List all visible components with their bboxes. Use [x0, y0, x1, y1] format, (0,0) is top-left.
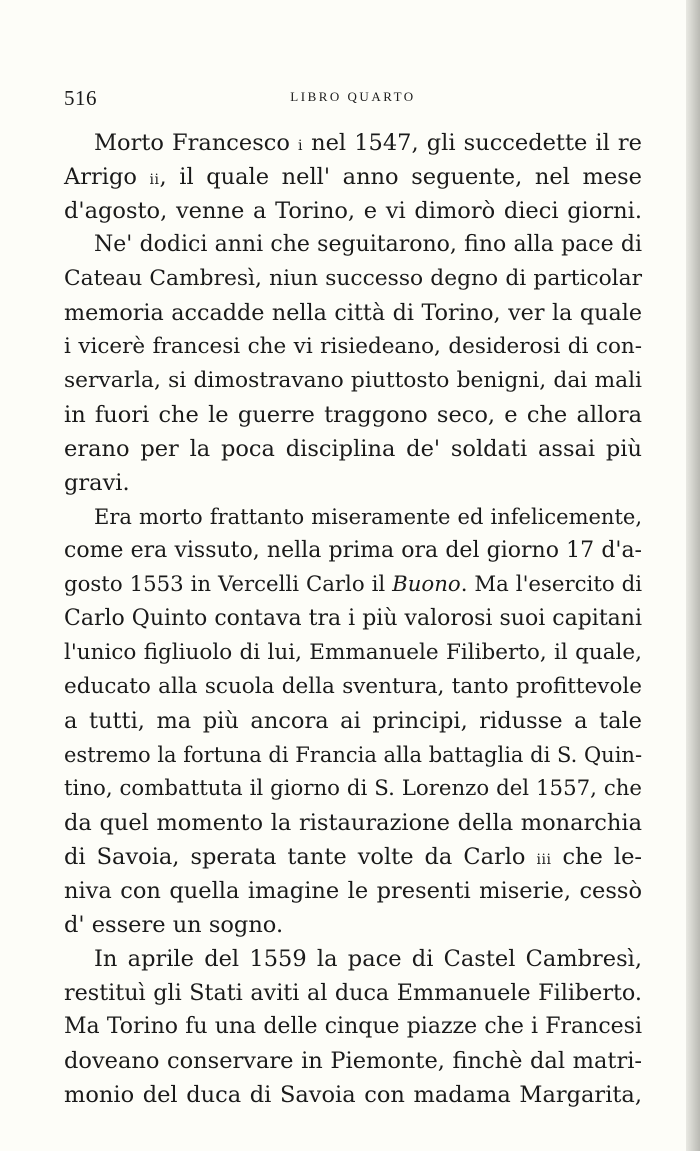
text-line: Ne' dodici anni che seguitarono, fino alla pace di: [94, 232, 642, 257]
text-line: servarla, si dimostravano piuttosto benigni, dai mali: [64, 368, 642, 393]
text-line: d'agosto, venne a Torino, e vi dimorò dieci giorni.: [64, 198, 642, 224]
text-line: tino, combattuta il giorno di S. Lorenzo del 1557, che: [64, 776, 642, 801]
running-head: LIBRO QUARTO: [290, 89, 416, 104]
text-line: In aprile del 1559 la pace di Castel Cambresì,: [94, 946, 642, 972]
page-header: [64, 86, 642, 112]
text-line: estremo la fortuna di Francia alla battaglia di S. Quin-: [64, 743, 643, 767]
text-line: gosto 1553 in Vercelli Carlo il Buono. Ma l'esercito di: [64, 572, 642, 597]
text-line: monio del duca di Savoia con madama Margarita,: [64, 1082, 642, 1108]
page-number: 516: [64, 86, 97, 110]
text-line: restituì gli Stati aviti al duca Emmanuele Filiberto.: [64, 980, 642, 1006]
text-line: da quel momento la ristaurazione della monarchia: [64, 810, 642, 836]
text-line: d' essere un sogno.: [64, 912, 284, 938]
text-line: Era morto frattanto miseramente ed infelicemente,: [94, 505, 642, 529]
text-line: l'unico figliuolo di lui, Emmanuele Filiberto, il quale,: [64, 640, 642, 665]
text-line: in fuori che le guerre traggono seco, e che allora: [64, 402, 642, 428]
text-line: memoria accadde nella città di Torino, ver la quale: [64, 300, 642, 326]
text-line: Cateau Cambresì, niun successo degno di particolar: [64, 266, 642, 291]
text-line: educato alla scuola della sventura, tanto profittevole: [64, 674, 642, 699]
italic-epithet: Buono: [392, 572, 461, 597]
text-line: di Savoia, sperata tante volte da Carlo iii che le-: [64, 844, 642, 870]
text-line: Morto Francesco i nel 1547, gli succedette il re: [94, 130, 642, 156]
page-edge-shadow: [686, 0, 700, 1151]
text-line: Ma Torino fu una delle cinque piazze che i Francesi: [64, 1014, 642, 1039]
text-line: come era vissuto, nella prima ora del giorno 17 d'a-: [64, 538, 642, 563]
text-line: Arrigo ii, il quale nell' anno seguente, nel mese: [64, 164, 642, 190]
text-line: i vicerè francesi che vi risiedeano, desiderosi di con-: [64, 334, 642, 359]
text-line: a tutti, ma più ancora ai principi, ridusse a tale: [64, 708, 642, 734]
text-line: gravi.: [64, 470, 130, 496]
text-line: niva con quella imagine le presenti miserie, cessò: [64, 878, 642, 904]
text-line: doveano conservare in Piemonte, finchè dal matri-: [64, 1048, 642, 1074]
text-line: Carlo Quinto contava tra i più valorosi suoi capitani: [64, 606, 642, 631]
text-line: erano per la poca disciplina de' soldati assai più: [64, 436, 642, 462]
